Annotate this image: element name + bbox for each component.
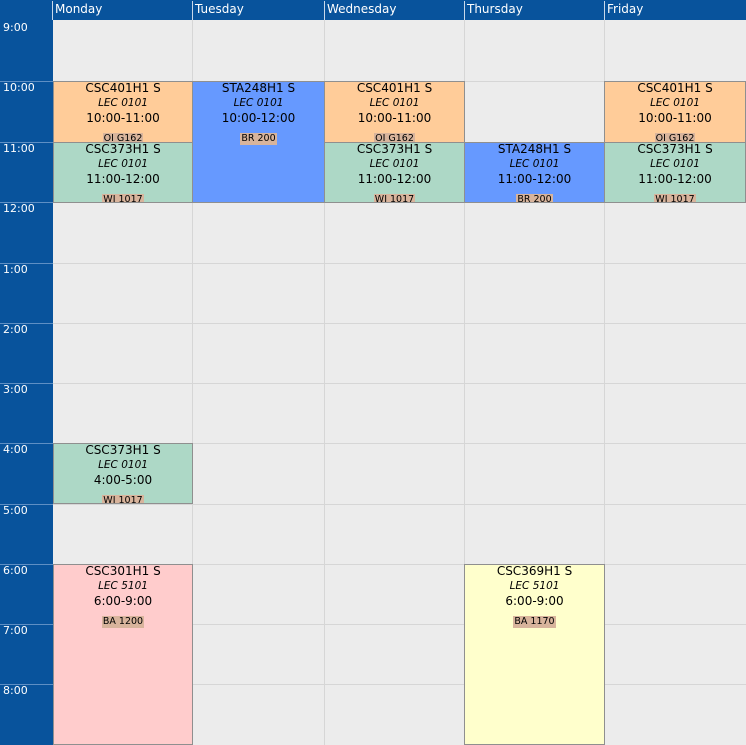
course-section: LEC 0101 xyxy=(98,158,148,170)
course-room: OI G162 xyxy=(375,133,414,143)
course-room: BR 200 xyxy=(516,194,552,203)
course-section: LEC 0101 xyxy=(509,158,560,170)
hour-line xyxy=(53,323,746,324)
course-room: WI 1017 xyxy=(374,194,415,203)
course-section: LEC 0101 xyxy=(650,158,700,170)
course-section: LEC 0101 xyxy=(233,97,284,109)
course-code: CSC301H1 S xyxy=(85,564,161,578)
course-block-csc401-friday[interactable] xyxy=(604,81,746,143)
course-section: LEC 5101 xyxy=(98,580,148,592)
course-section: LEC 0101 xyxy=(98,97,148,109)
hour-label-5: 5:00 xyxy=(3,504,28,517)
course-code: STA248H1 S xyxy=(221,81,296,95)
day-header-friday: Friday xyxy=(604,1,746,20)
hour-label-4: 4:00 xyxy=(3,443,28,456)
course-section: LEC 5101 xyxy=(509,580,560,592)
course-room: OI G162 xyxy=(103,133,143,143)
course-room: BA 1170 xyxy=(514,616,555,627)
hour-label-12: 12:00 xyxy=(3,202,35,215)
course-time: 10:00-11:00 xyxy=(357,111,432,125)
course-code: CSC401H1 S xyxy=(356,81,433,95)
course-block-csc373-wednesday[interactable] xyxy=(324,142,465,203)
course-block-csc301-monday[interactable] xyxy=(53,564,193,745)
hour-line xyxy=(53,383,746,384)
hour-line xyxy=(53,504,746,505)
course-room: WI 1017 xyxy=(102,194,143,203)
course-section: LEC 0101 xyxy=(650,97,700,109)
course-code: CSC373H1 S xyxy=(637,142,713,156)
hour-label-8: 8:00 xyxy=(3,684,28,697)
course-block-sta248-tuesday[interactable] xyxy=(192,81,325,203)
hour-label-7: 7:00 xyxy=(3,624,28,637)
course-code: CSC401H1 S xyxy=(637,81,713,95)
course-section: LEC 0101 xyxy=(369,158,420,170)
hour-label-3: 3:00 xyxy=(3,383,28,396)
course-time: 6:00-9:00 xyxy=(93,594,153,608)
course-room: WI 1017 xyxy=(654,194,695,203)
hour-label-9: 9:00 xyxy=(3,21,28,34)
course-code: STA248H1 S xyxy=(497,142,572,156)
hour-label-6: 6:00 xyxy=(3,564,28,577)
course-time: 11:00-12:00 xyxy=(497,172,572,186)
course-code: CSC369H1 S xyxy=(496,564,573,578)
course-time: 4:00-5:00 xyxy=(93,473,153,487)
course-room: WI 1017 xyxy=(102,495,143,504)
course-time: 11:00-12:00 xyxy=(86,172,160,186)
course-time: 10:00-12:00 xyxy=(221,111,296,125)
course-section: LEC 0101 xyxy=(98,459,148,471)
course-time: 10:00-11:00 xyxy=(638,111,712,125)
hour-line xyxy=(53,263,746,264)
course-block-csc401-wednesday[interactable] xyxy=(324,81,465,143)
hour-label-1: 1:00 xyxy=(3,263,28,276)
course-block-csc369-thursday[interactable] xyxy=(464,564,605,745)
course-room: BR 200 xyxy=(241,133,276,144)
hour-label-10: 10:00 xyxy=(3,81,35,94)
course-block-csc373-monday-afternoon[interactable] xyxy=(53,443,193,504)
course-block-sta248-thursday[interactable] xyxy=(464,142,605,203)
course-time: 6:00-9:00 xyxy=(505,594,564,608)
hour-label-2: 2:00 xyxy=(3,323,28,336)
course-block-csc373-friday[interactable] xyxy=(604,142,746,203)
course-code: CSC373H1 S xyxy=(85,142,161,156)
day-header-thursday: Thursday xyxy=(464,1,604,20)
course-room: OI G162 xyxy=(655,133,695,143)
course-code: CSC373H1 S xyxy=(356,142,433,156)
course-block-csc373-monday[interactable] xyxy=(53,142,193,203)
day-header-tuesday: Tuesday xyxy=(192,1,324,20)
day-header-monday: Monday xyxy=(52,1,192,20)
course-code: CSC373H1 S xyxy=(85,443,161,457)
course-block-csc401-monday[interactable] xyxy=(53,81,193,143)
course-time: 11:00-12:00 xyxy=(638,172,712,186)
hour-label-11: 11:00 xyxy=(3,142,35,155)
course-room: BA 1200 xyxy=(102,616,144,627)
day-header-wednesday: Wednesday xyxy=(324,1,464,20)
course-time: 10:00-11:00 xyxy=(86,111,160,125)
course-time: 11:00-12:00 xyxy=(357,172,432,186)
course-section: LEC 0101 xyxy=(369,97,420,109)
course-code: CSC401H1 S xyxy=(85,81,161,95)
